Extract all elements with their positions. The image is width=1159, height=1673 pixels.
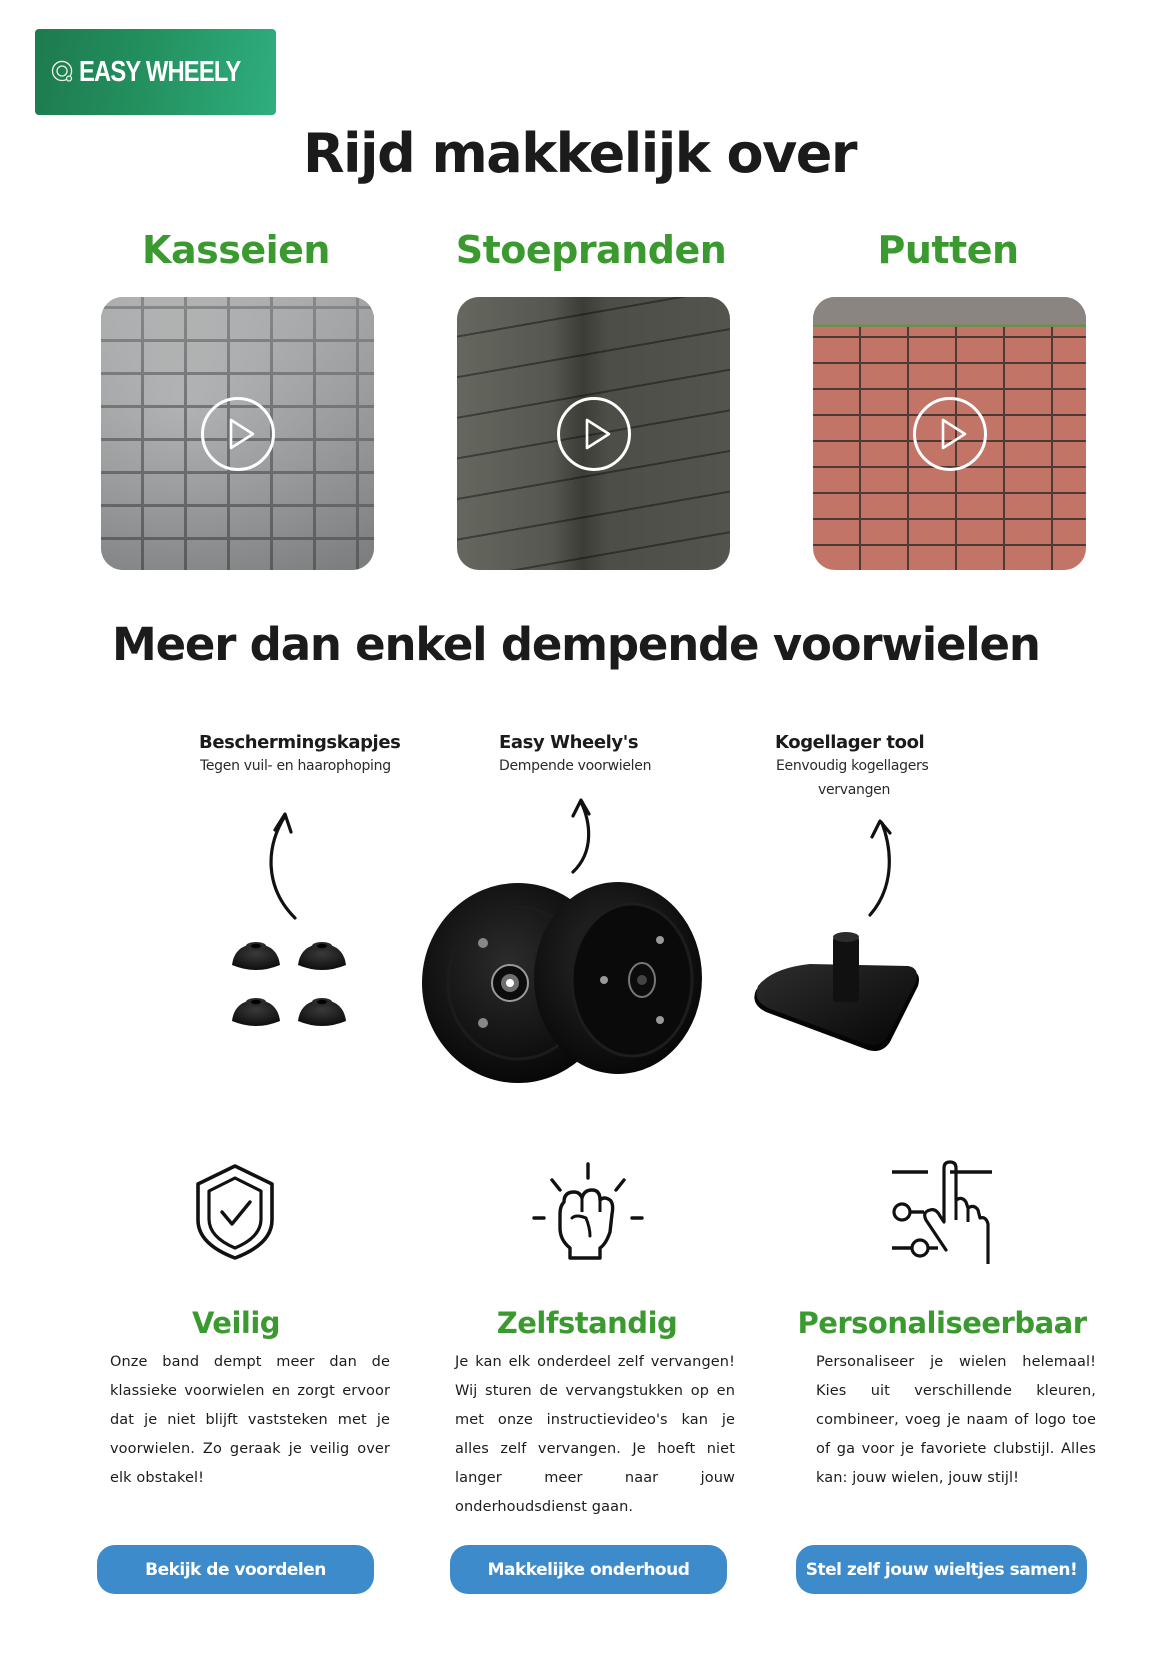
video-putten[interactable] (813, 297, 1086, 570)
part-title-tool: Kogellager tool (775, 732, 925, 753)
category-title-putten: Putten (877, 228, 1019, 272)
wheels-image (410, 880, 720, 1085)
kit-title: Meer dan enkel dempende voorwielen (112, 618, 1040, 671)
play-icon[interactable] (557, 397, 631, 471)
part-title-caps: Beschermingskapjes (199, 732, 401, 753)
part-subtitle-caps: Tegen vuil- en haarophoping (200, 758, 391, 774)
part-title-wheels: Easy Wheely's (499, 732, 639, 753)
curved-arrow-icon (565, 796, 605, 876)
bearing-tool-image (750, 932, 925, 1057)
category-title-kasseien: Kasseien (142, 228, 330, 272)
raised-fist-icon (530, 1162, 646, 1262)
customize-wheels-button[interactable]: Stel zelf jouw wieltjes samen! (796, 1545, 1087, 1594)
part-subtitle-wheels: Dempende voorwielen (499, 758, 652, 774)
video-kasseien[interactable] (101, 297, 374, 570)
play-icon[interactable] (201, 397, 275, 471)
feature-title-zelfstandig: Zelfstandig (496, 1306, 678, 1340)
easy-maintenance-button[interactable]: Makkelijke onderhoud (450, 1545, 727, 1594)
view-benefits-button[interactable]: Bekijk de voordelen (97, 1545, 374, 1594)
hand-sliders-icon (890, 1160, 996, 1264)
curved-arrow-icon (860, 815, 905, 920)
brand-logo[interactable] (35, 29, 276, 115)
feature-text-zelfstandig: Je kan elk onderdeel zelf vervangen! Wij sturen de vervangstukken op en met onze instructievideo's kan je alles zelf vervangen. Je hoeft niet langer meer naar jouw onderhoudsdienst gaan. (455, 1354, 735, 1515)
part-subtitle-tool-line1: Eenvoudig kogellagers (776, 758, 929, 774)
part-subtitle-tool-line2: vervangen (818, 782, 891, 798)
hero-title: Rijd makkelijk over (302, 122, 857, 185)
brand-name: EASY WHEELY (79, 55, 241, 88)
play-icon[interactable] (913, 397, 987, 471)
shield-check-icon (194, 1162, 276, 1262)
wheel-logo-icon (51, 47, 75, 97)
protective-caps-image (228, 935, 363, 1035)
feature-title-personaliseerbaar: Personaliseerbaar (797, 1306, 1087, 1340)
category-title-stoepranden: Stoepranden (455, 228, 727, 272)
feature-text-veilig: Onze band dempt meer dan de klassieke voorwielen en zorgt ervoor dat je niet blijft vaststeken met je voorwielen. Zo geraak je veilig over elk obstakel! (110, 1354, 390, 1486)
feature-title-veilig: Veilig (191, 1306, 281, 1340)
video-stoepranden[interactable] (457, 297, 730, 570)
curved-arrow-icon (255, 808, 305, 923)
feature-text-personaliseerbaar: Personaliseer je wielen helemaal! Kies uit verschillende kleuren, combineer, voeg je naam of logo toe of ga voor je favoriete clubstijl. Alles kan: jouw wielen, jouw stijl! (816, 1354, 1096, 1486)
